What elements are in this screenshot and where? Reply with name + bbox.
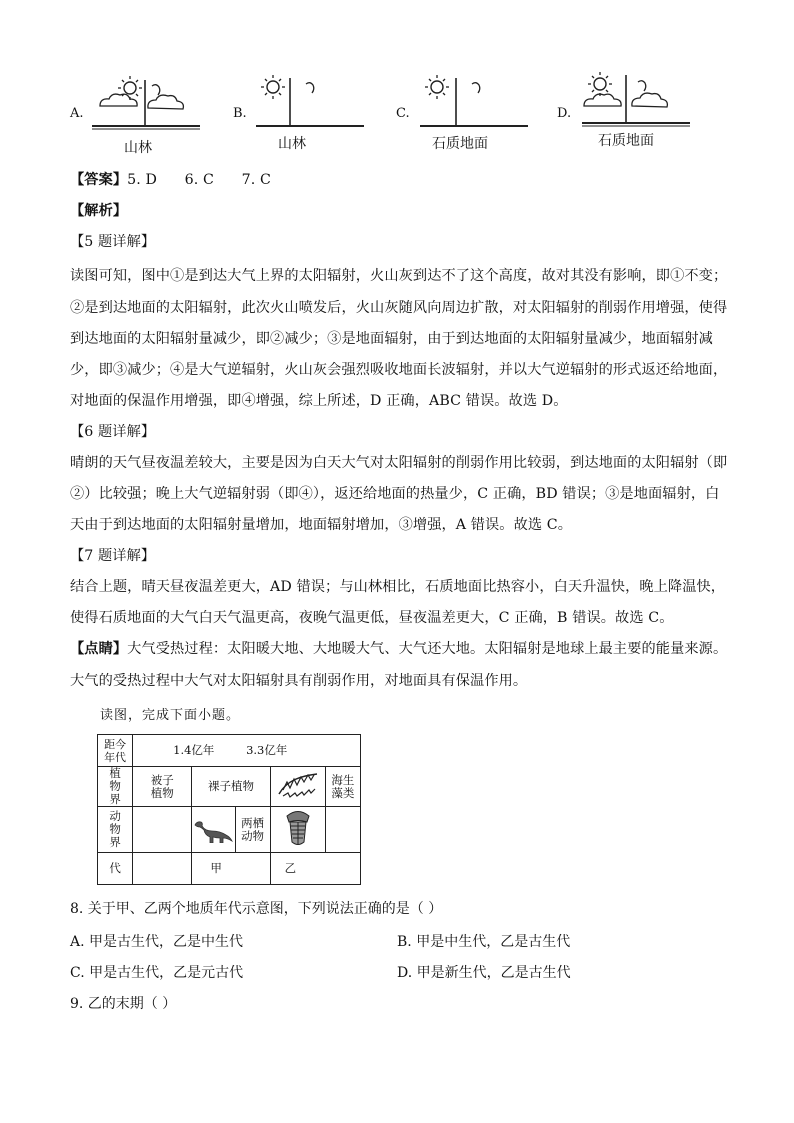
animal-empty-2 bbox=[325, 807, 360, 853]
answer-text: 5. D 6. C 7. C bbox=[127, 172, 271, 188]
animal-dinosaur-image bbox=[192, 807, 235, 853]
q5-line: 少，即③减少；④是大气逆辐射，火山灰会强烈吸收地面长波辐射，并以大气逆辐射的形式返还给地面， bbox=[70, 362, 728, 378]
q5-line: 对地面的保温作用增强，即④增强，综上所述，D 正确，ABC 错误。故选 D。 bbox=[70, 393, 568, 409]
q8-option-a[interactable]: A. 甲是古生代，乙是中生代 bbox=[70, 934, 244, 950]
q6-line: 天由于到达地面的太阳辐射量增加，地面辐射增加，③增强，A 错误。故选 C。 bbox=[70, 517, 573, 533]
plant-angiosperm: 被子植物 bbox=[133, 767, 192, 807]
q8-option-d[interactable]: D. 甲是新生代，乙是古生代 bbox=[397, 965, 571, 981]
era-empty bbox=[133, 853, 192, 885]
sun-icon bbox=[124, 82, 136, 94]
era-jia: 甲 bbox=[192, 853, 270, 885]
q8-option-b[interactable]: B. 甲是中生代，乙是古生代 bbox=[397, 934, 571, 950]
cloud-right-icon bbox=[632, 93, 668, 107]
option-c-label: 石质地面 bbox=[432, 136, 488, 152]
sun-icon bbox=[431, 81, 443, 93]
fern-icon bbox=[275, 770, 321, 800]
animal-amphibian: 两栖动物 bbox=[235, 807, 270, 853]
animal-trilobite-image bbox=[270, 807, 325, 853]
analysis-tag: 【解析】 bbox=[70, 203, 128, 219]
q8-option-c[interactable]: C. 甲是古生代，乙是元古代 bbox=[70, 965, 244, 981]
q5-heading: 【5 题详解】 bbox=[70, 234, 156, 250]
time-value-2: 3.3亿年 bbox=[246, 743, 288, 757]
q7-line: 使得石质地面的大气白天气温更高，夜晚气温更低，昼夜温差更大，C 正确，B 错误。故选 C。 bbox=[70, 610, 674, 626]
option-c-letter: C. bbox=[396, 106, 410, 121]
option-b-label: 山林 bbox=[278, 136, 306, 152]
q5-line: 到达地面的太阳辐射量减少，即②减少；③是地面辐射，由于到达地面的太阳辐射量减少，地面辐射减 bbox=[70, 331, 713, 347]
trilobite-icon bbox=[284, 808, 312, 848]
q7-heading: 【7 题详解】 bbox=[70, 548, 156, 564]
q6-heading: 【6 题详解】 bbox=[70, 424, 156, 440]
time-values bbox=[133, 735, 361, 767]
q5-line: 读图可知，图中①是到达大气上界的太阳辐射，火山灰到达不了这个高度，故对其没有影响，即①不变； bbox=[70, 268, 728, 284]
q5-line: ②是到达地面的太阳辐射，此次火山喷发后，火山灰随风向周边扩散，对太阳辐射的削弱作用增强，使得 bbox=[70, 300, 728, 316]
option-d-letter: D. bbox=[557, 106, 572, 121]
sun-icon bbox=[267, 81, 279, 93]
q9-stem: 9. 乙的末期（ ） bbox=[70, 996, 177, 1012]
row-head-plant: 植物界 bbox=[98, 767, 133, 807]
cloud-left-icon bbox=[100, 94, 137, 106]
row-head-era: 代 bbox=[98, 853, 133, 885]
tip-line bbox=[70, 638, 730, 660]
option-a-letter: A. bbox=[70, 106, 84, 121]
tip-tag: 【点睛】 bbox=[70, 641, 128, 657]
tip-line: 大气的受热过程中大气对太阳辐射具有削弱作用，对地面具有保温作用。 bbox=[70, 673, 528, 689]
row-head-time: 距今年代 bbox=[98, 735, 133, 767]
q6-line: 晴朗的天气昼夜温差较大，主要是因为白天大气对太阳辐射的削弱作用比较弱，到达地面的太阳辐射（即 bbox=[70, 455, 728, 471]
answer-line bbox=[70, 169, 730, 191]
row-head-animal: 动物界 bbox=[98, 807, 133, 853]
animal-empty bbox=[133, 807, 192, 853]
plant-gymnosperm: 裸子植物 bbox=[192, 767, 270, 807]
cloud-left-icon bbox=[584, 94, 621, 106]
intro-text: 读图，完成下面小题。 bbox=[100, 708, 241, 723]
option-b-letter: B. bbox=[233, 106, 247, 121]
sun-icon bbox=[594, 78, 606, 90]
q6-line: ②）比较强；晚上大气逆辐射弱（即④），返还给地面的热量少，C 正确，BD 错误；③是地面辐射，白 bbox=[70, 486, 720, 502]
q8-stem: 8. 关于甲、乙两个地质年代示意图，下列说法正确的是（ ） bbox=[70, 901, 443, 917]
tip-text: 大气受热过程：太阳暖大地、大地暖大气、大气还大地。太阳辐射是地球上最主要的能量来源。 bbox=[127, 641, 728, 657]
option-a-label: 山林 bbox=[124, 140, 152, 156]
geologic-era-table bbox=[97, 734, 361, 885]
option-d-label: 石质地面 bbox=[598, 133, 654, 149]
answer-tag: 【答案】 bbox=[70, 172, 128, 188]
plant-algae: 海生藻类 bbox=[325, 767, 360, 807]
dinosaur-icon bbox=[193, 813, 233, 843]
q7-line: 结合上题，晴天昼夜温差更大，AD 错误；与山林相比，石质地面比热容小，白天升温快，晚上降温快， bbox=[70, 579, 726, 595]
plant-fern-image bbox=[270, 767, 325, 807]
time-value-1: 1.4亿年 bbox=[173, 743, 215, 757]
cloud-right-icon bbox=[148, 95, 184, 109]
era-yi: 乙 bbox=[270, 853, 360, 885]
